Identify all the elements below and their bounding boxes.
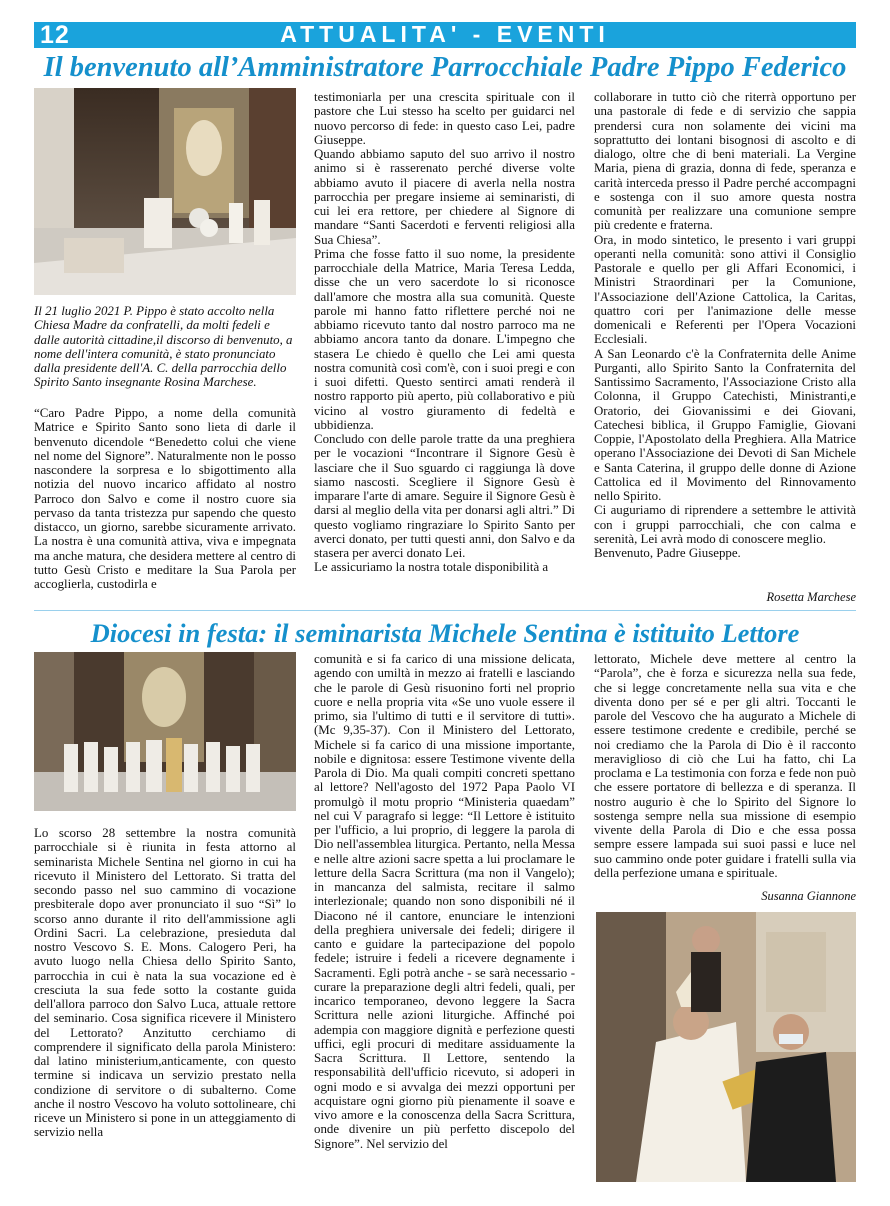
paragraph: collaborare in tutto ciò che riterrà opportuno per una pastorale di fede e di servizio che sappia prendersi cura non solamente dei vicini ma soprattutto dei lontani bisognosi di ascolto e di dialogo, oltre che di beni materiali. La Vergine Maria, piena di grazia, donna di fede, speranza e carità interceda presso il Padre perché accompagni e sostenga con il suo amore questa nostra comunità per realizzare una comunione sempre più credente e fraterna.: [594, 90, 856, 233]
article2-column-3: [594, 652, 856, 880]
paragraph: Ora, in modo sintetico, le presento i vari gruppi operanti nella comunità: sono attivi il Consiglio Pastorale e quello per gli Affari Economici, i Ministri Straordinari per la Comunione, l'Associazione dell'Azione Cattolica, la Caritas, quattro cori per l'animazione delle messe domenicali e Referenti per l'Opera Vocazioni Ecclesiali.: [594, 232, 856, 347]
article1-column-1: [34, 406, 296, 591]
article1-title: Il benvenuto all’Amministratore Parrocchiale Padre Pippo Federico: [43, 52, 847, 83]
paragraph: Lo scorso 28 settembre la nostra comunità parrocchiale si è riunita in festa attorno al seminarista Michele Sentina nel giorno in cui ha ricevuto il Ministero del Lettorato. Si tratta del secondo passo nel suo cammino di vocazione presbiterale dopo aver pronunciato il suo “Sì” lo scorso anno durante il rito dell'ammissione agli Ordini Sacri. La celebrazione, presieduta dal nostro Vescovo S. E. Mons. Calogero Peri, ha avuto luogo nella Chiesa dello Spirito Santo, parrocchia in cui è nata la sua vocazione ed è cresciuta la sua fede sotto la costante guida dell'allora parroco don Salvo Luca, attuale rettore del seminario. Cosa significa ricevere il Ministero del Lettorato? Anzitutto cerchiamo di comprendere il significato della parola Ministero: dal latino ministerium,anticamente, con questo termine si indicava un servizio prestato nella condizione di servitore o di subalterno. Come anche il nostro Vescovo ha voluto sottolineare, chi riceve un Ministero si pone in un atteggiamento di servizio nella: [34, 826, 296, 1140]
article2-signature: Susanna Giannone: [761, 889, 856, 903]
paragraph: Ci auguriamo di riprendere a settembre le attività con i gruppi parrocchiali, che con calma e serenità, Lei avrà modo di conoscere meglio.: [594, 503, 856, 546]
section-title: ATTUALITA' - EVENTI: [280, 21, 610, 47]
article2-column-2: [314, 652, 575, 1151]
section-divider: [34, 610, 856, 611]
article1-photo-caption: Il 21 luglio 2021 P. Pippo è stato accolto nella Chiesa Madre da confratelli, da molti fedeli e dalle autorità cittadine,il discorso di benvenuto, a nome dell'intera comunità, è stato pronunciato dalla presidente dell'A. C. della parrocchia dello Spirito Santo insegnante Rosina Marchese.: [34, 304, 293, 390]
article1-column-3: [594, 90, 856, 560]
article2-photo-bishop-lector: [596, 912, 856, 1182]
article1-column-2: [314, 90, 575, 575]
paragraph: Prima che fosse fatto il suo nome, la presidente parrocchiale della Matrice, Maria Teresa Ledda, disse che un vero sacerdote lo si riconosce dall'amore che mostra alla sua comunità. Queste parole mi hanno fatto riflettere perché noi ne abbiamo ricevuto tanto dal nostro parroco ma ne abbiamo ancora tanto da donare. L'impegno che stasera Le chiedo è quello che Lei ami questa nostra comunità così com'è, con i suoi pregi e con i suoi difetti. Questo sentirci amati renderà il nostro rapporto più aperto, più collaborativo e più vicino al vostro giuramento di fedeltà e ubbidienza.: [314, 246, 575, 432]
paragraph: A San Leonardo c'è la Confraternita delle Anime Purganti, allo Spirito Santo la Confraternita del Santissimo Sacramento, l'Associazione Cristo alla Colonna, il Gruppo Catechisti, Ministranti,e Oratorio, dei Giovanissimi e dei Giovani, Catechesi biblica, il Gruppo Famiglie, Giovani Coppie, l'Apostolato della Preghiera. Alla Matrice operano l'Associazione dei Devoti di San Michele e Santa Caterina, il gruppo delle donne di Azione Cattolica ed il Movimento del Rinnovamento nello Spirito.: [594, 346, 856, 503]
paragraph: lettorato, Michele deve mettere al centro la “Parola”, che è forza e sicurezza nella sua fede, che si legge concretamente nella sua vita e che diventa dono per sé e per gli altri. Toccanti le parole del Vescovo che ha augurato a Michele di essere testimone credente e credibile, perché se noi crediamo che la Parola di Dio è il racconto meraviglioso di ciò che Lui ha fatto, chi La proclama e La testimonia con forza e fede non può che essere portatore di bellezza e di speranza. Il nostro augurio è che lo Spirito del Signore lo sostenga sempre nella sua missione di esempio vivente della Parola di Dio e che essa possa sempre essere lampada sui suoi passi e luce nel suo cammino onde poter guidare i fratelli sulla via della perfezione umana e spirituale.: [594, 652, 856, 880]
article1-photo-church-welcome: [34, 88, 296, 295]
paragraph: Le assicuriamo la nostra totale disponibilità a: [314, 560, 549, 575]
paragraph: Quando abbiamo saputo del suo arrivo il nostro animo si è rasserenato perché diverse volte abbiamo avuto il piacere di averla nella nostra parrocchia per pregare insieme ai seminaristi, di cui lei era rettore, per chiedere al Signore di mandare “Santi Sacerdoti e ferventi religiosi alla Sua Chiesa”.: [314, 147, 575, 247]
paragraph: comunità e si fa carico di una missione delicata, agendo con umiltà in mezzo ai fratelli e lasciando che le parole di Gesù risuonino forti nel proprio cuore e nella propria vita «Se uno vuole essere il primo, sia l'ultimo di tutti e il servitore di tutti». (Mc 9,35-37). Con il Ministero del Lettorato, Michele si fa carico di una missione importante, nobile e dignitosa: essere Testimone vivente della Parola di Dio. Ma quali compiti concreti spettano al lettore? Nell'agosto del 1972 Papa Paolo VI promulgò il motu proprio “Ministeria quaedam” nel cui V paragrafo si legge: “Il Lettore è istituito per l'ufficio, a lui proprio, di leggere la parola di Dio nell'assemblea liturgica. Pertanto, nella Messa e nelle altre azioni sacre spetta a lui proclamare le letture della Sacra Scrittura (ma non il Vangelo); in mancanza del salmista, recitare il salmo interlezionale; quando non sono disponibili né il Diacono né il cantore, enunciare le intenzioni della preghiera universale dei fedeli; dirigere il canto e guidare la partecipazione del popolo fedele; istruire i fedeli a ricevere degnamente i Sacramenti. Egli potrà anche - se sarà necessario - curare la preparazione degli altri fedeli, quali, per incarico temporaneo, devono leggere la Sacra Scrittura nelle azioni liturgiche. Affinché poi adempia con maggiore dignità e perfezione questi uffici, egli procuri di meditare assiduamente la Sacra Scrittura. Il Lettore, sentendo la responsabilità dell'ufficio ricevuto, si adoperi in ogni modo e si avvalga dei mezzi opportuni per acquistare ogni giorno più pienamente il soave e vivo amore e la conoscenza della Sacra Scrittura, onde divenire un più perfetto discepolo del Signore”. Nel servizio del: [314, 652, 575, 1151]
article1-signature: Rosetta Marchese: [766, 590, 856, 604]
paragraph: Concludo con delle parole tratte da una preghiera per le vocazioni “Incontrare il Signore Gesù è lasciare che il Suo sguardo ci raggiunga là dove siamo nascosti. Scegliere il Signore Gesù è imparare l'arte di amare. Seguire il Signore Gesù è darsi al meglio della vita per donarsi agli altri.” Di questo vogliamo ringraziare lo Spirito Santo per averci donato, per tutti questi anni, don Salvo e da stasera per averci donato Lei.: [314, 432, 575, 560]
article2-title: Diocesi in festa: il seminarista Michele Sentina è istituito Lettore: [90, 618, 800, 648]
article2-photo-group: [34, 652, 296, 811]
paragraph: Benvenuto, Padre Giuseppe.: [594, 546, 741, 560]
paragraph: “Caro Padre Pippo, a nome della comunità Matrice e Spirito Santo sono lieta di darle il benvenuto dicendole “Benedetto colui che viene nel nome del Signore”. Naturalmente non le posso nascondere la sorpresa e lo sbigottimento alla notizia del nuovo incarico affidato al nostro Parroco don Salvo e come il nostro cuore sia pervaso da tanta tristezza pur sapendo che questo distacco, un giorno, sarebbe sicuramente arrivato. La nostra è una comunità attiva, viva e impegnata ma anche matura, che desidera mettere al centro di tutto Gesù Cristo e meditare la Sua Parola per accoglierla, custodirla e: [34, 406, 296, 591]
article2-column-1: [34, 826, 296, 1140]
page-number: 12: [40, 21, 70, 49]
paragraph: testimoniarla per una crescita spirituale con il pastore che Lui stesso ha scelto per guidarci nel nuovo percorso di fede: in questo caso Lei, padre Giuseppe.: [314, 90, 575, 147]
section-header-bar: [34, 22, 856, 48]
